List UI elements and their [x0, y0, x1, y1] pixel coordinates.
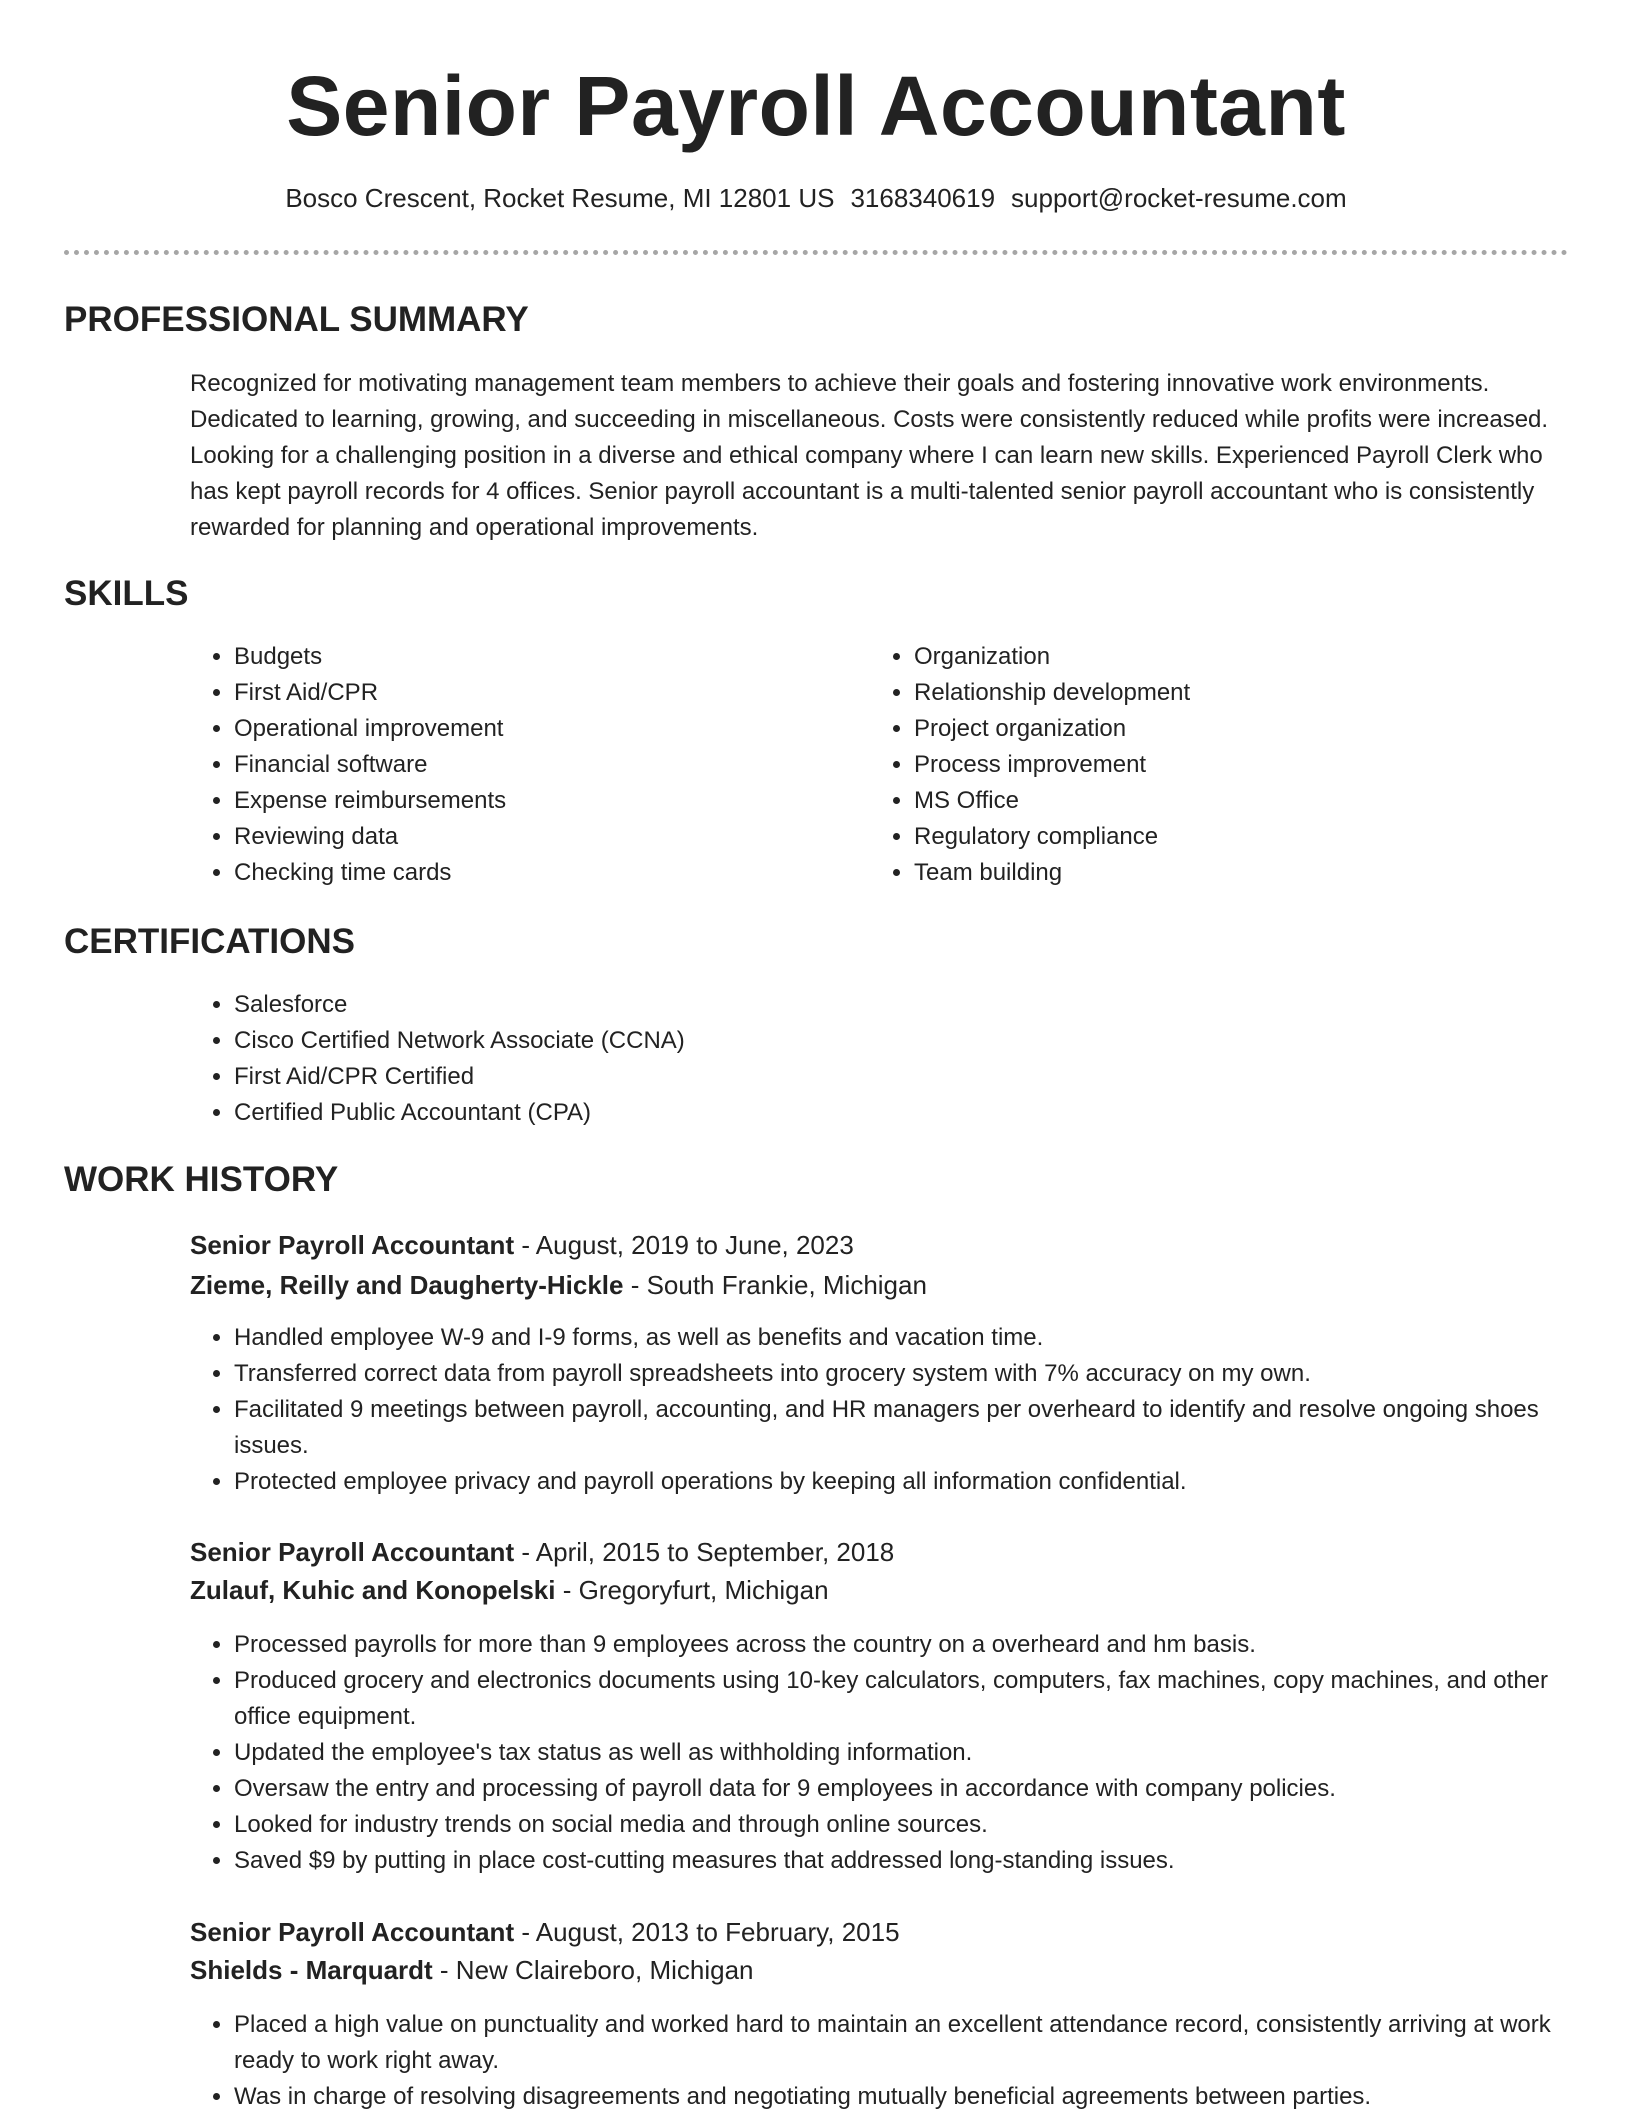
skill-item: • Team building — [914, 855, 1534, 891]
job-bullet: • Produced grocery and electronics documents using 10-key calculators, computers, fax machines, copy machines, and other office equipment. — [234, 1663, 1594, 1735]
job-role: Senior Payroll Accountant — [190, 1230, 515, 1260]
skill-item: • Process improvement — [914, 747, 1534, 783]
job-company: Zulauf, Kuhic and Konopelski — [190, 1575, 556, 1605]
skill-item: • Relationship development — [914, 675, 1534, 711]
skill-item: • Operational improvement — [234, 711, 854, 747]
job-bullet: • Handled employee W-9 and I-9 forms, as well as benefits and vacation time. — [234, 1320, 1594, 1356]
skill-item: • First Aid/CPR — [234, 675, 854, 711]
section-title-certifications: CERTIFICATIONS — [64, 922, 356, 961]
job-role: Senior Payroll Accountant — [190, 1917, 515, 1947]
job-dates: - August, 2019 to June, 2023 — [514, 1230, 854, 1260]
job-company-line — [190, 1571, 829, 1609]
job-dates: - August, 2013 to February, 2015 — [514, 1917, 900, 1947]
job-title-line — [190, 1533, 894, 1571]
skill-item: • Financial software — [234, 747, 854, 783]
skill-item: • Checking time cards — [234, 855, 854, 891]
contact-address: Bosco Crescent, Rocket Resume, MI 12801 US — [285, 183, 835, 213]
job-bullets — [190, 1627, 1594, 1879]
skills-list-left — [190, 639, 854, 891]
job-bullets — [190, 1320, 1594, 1500]
header-divider — [64, 250, 1568, 255]
skill-item: • Reviewing data — [234, 819, 854, 855]
job-bullet: • Oversaw the entry and processing of payroll data for 9 employees in accordance with company policies. — [234, 1771, 1594, 1807]
section-title-work-history: WORK HISTORY — [64, 1160, 339, 1199]
job-title-line — [190, 1226, 854, 1264]
certification-item: • Certified Public Accountant (CPA) — [234, 1095, 1534, 1131]
summary-text: Recognized for motivating management team members to achieve their goals and fostering innovative work environments. Dedicated to learning, growing, and succeeding in miscellaneous. Costs were consistently reduced while profits were increased. Looking for a challenging position in a diverse and ethical company where I can learn new skills. Experienced Payroll Clerk who has kept payroll records for 4 offices. Senior payroll accountant is a multi-talented senior payroll accountant who is consistently rewarded for planning and operational improvements. — [190, 370, 1549, 541]
job-bullet: • Was in charge of resolving disagreements and negotiating mutually beneficial agreements between parties. — [234, 2079, 1594, 2115]
job-bullet: • Updated the employee's tax status as well as withholding information. — [234, 1735, 1594, 1771]
job-title-line — [190, 1913, 900, 1951]
certification-item: • Cisco Certified Network Associate (CCNA) — [234, 1023, 1534, 1059]
certification-item: • First Aid/CPR Certified — [234, 1059, 1534, 1095]
certification-item: • Salesforce — [234, 987, 1534, 1023]
skill-item: • MS Office — [914, 783, 1534, 819]
job-location: - South Frankie, Michigan — [623, 1270, 927, 1300]
job-company-line — [190, 1266, 927, 1304]
certifications-list — [190, 987, 1534, 1131]
skill-item: • Expense reimbursements — [234, 783, 854, 819]
contact-phone: 3168340619 — [850, 183, 996, 213]
job-bullets — [190, 2007, 1594, 2115]
job-role: Senior Payroll Accountant — [190, 1537, 515, 1567]
job-bullet: • Protected employee privacy and payroll operations by keeping all information confidential. — [234, 1464, 1594, 1500]
job-location: - Gregoryfurt, Michigan — [555, 1575, 829, 1605]
section-title-skills: SKILLS — [64, 574, 189, 613]
job-company-line — [190, 1951, 754, 1989]
job-company: Zieme, Reilly and Daugherty-Hickle — [190, 1270, 624, 1300]
job-bullet: • Facilitated 9 meetings between payroll, accounting, and HR managers per overheard to identify and resolve ongoing shoes issues. — [234, 1392, 1594, 1464]
section-title-summary: PROFESSIONAL SUMMARY — [64, 300, 529, 339]
contact-line — [0, 180, 1632, 216]
skill-item: • Budgets — [234, 639, 854, 675]
contact-email: support@rocket-resume.com — [1011, 183, 1347, 213]
skill-item: • Regulatory compliance — [914, 819, 1534, 855]
job-bullet: • Transferred correct data from payroll spreadsheets into grocery system with 7% accuracy on my own. — [234, 1356, 1594, 1392]
skill-item: • Organization — [914, 639, 1534, 675]
skills-list-right — [870, 639, 1534, 891]
job-location: - New Claireboro, Michigan — [432, 1955, 754, 1985]
job-bullet: • Processed payrolls for more than 9 employees across the country on a overheard and hm basis. — [234, 1627, 1594, 1663]
resume-name: Senior Payroll Accountant — [286, 59, 1346, 153]
job-bullet: • Saved $9 by putting in place cost-cutting measures that addressed long-standing issues. — [234, 1843, 1594, 1879]
job-dates: - April, 2015 to September, 2018 — [514, 1537, 895, 1567]
job-bullet: • Looked for industry trends on social media and through online sources. — [234, 1807, 1594, 1843]
skill-item: • Project organization — [914, 711, 1534, 747]
job-company: Shields - Marquardt — [190, 1955, 433, 1985]
job-bullet: • Placed a high value on punctuality and worked hard to maintain an excellent attendance record, consistently arriving at work ready to work right away. — [234, 2007, 1594, 2079]
